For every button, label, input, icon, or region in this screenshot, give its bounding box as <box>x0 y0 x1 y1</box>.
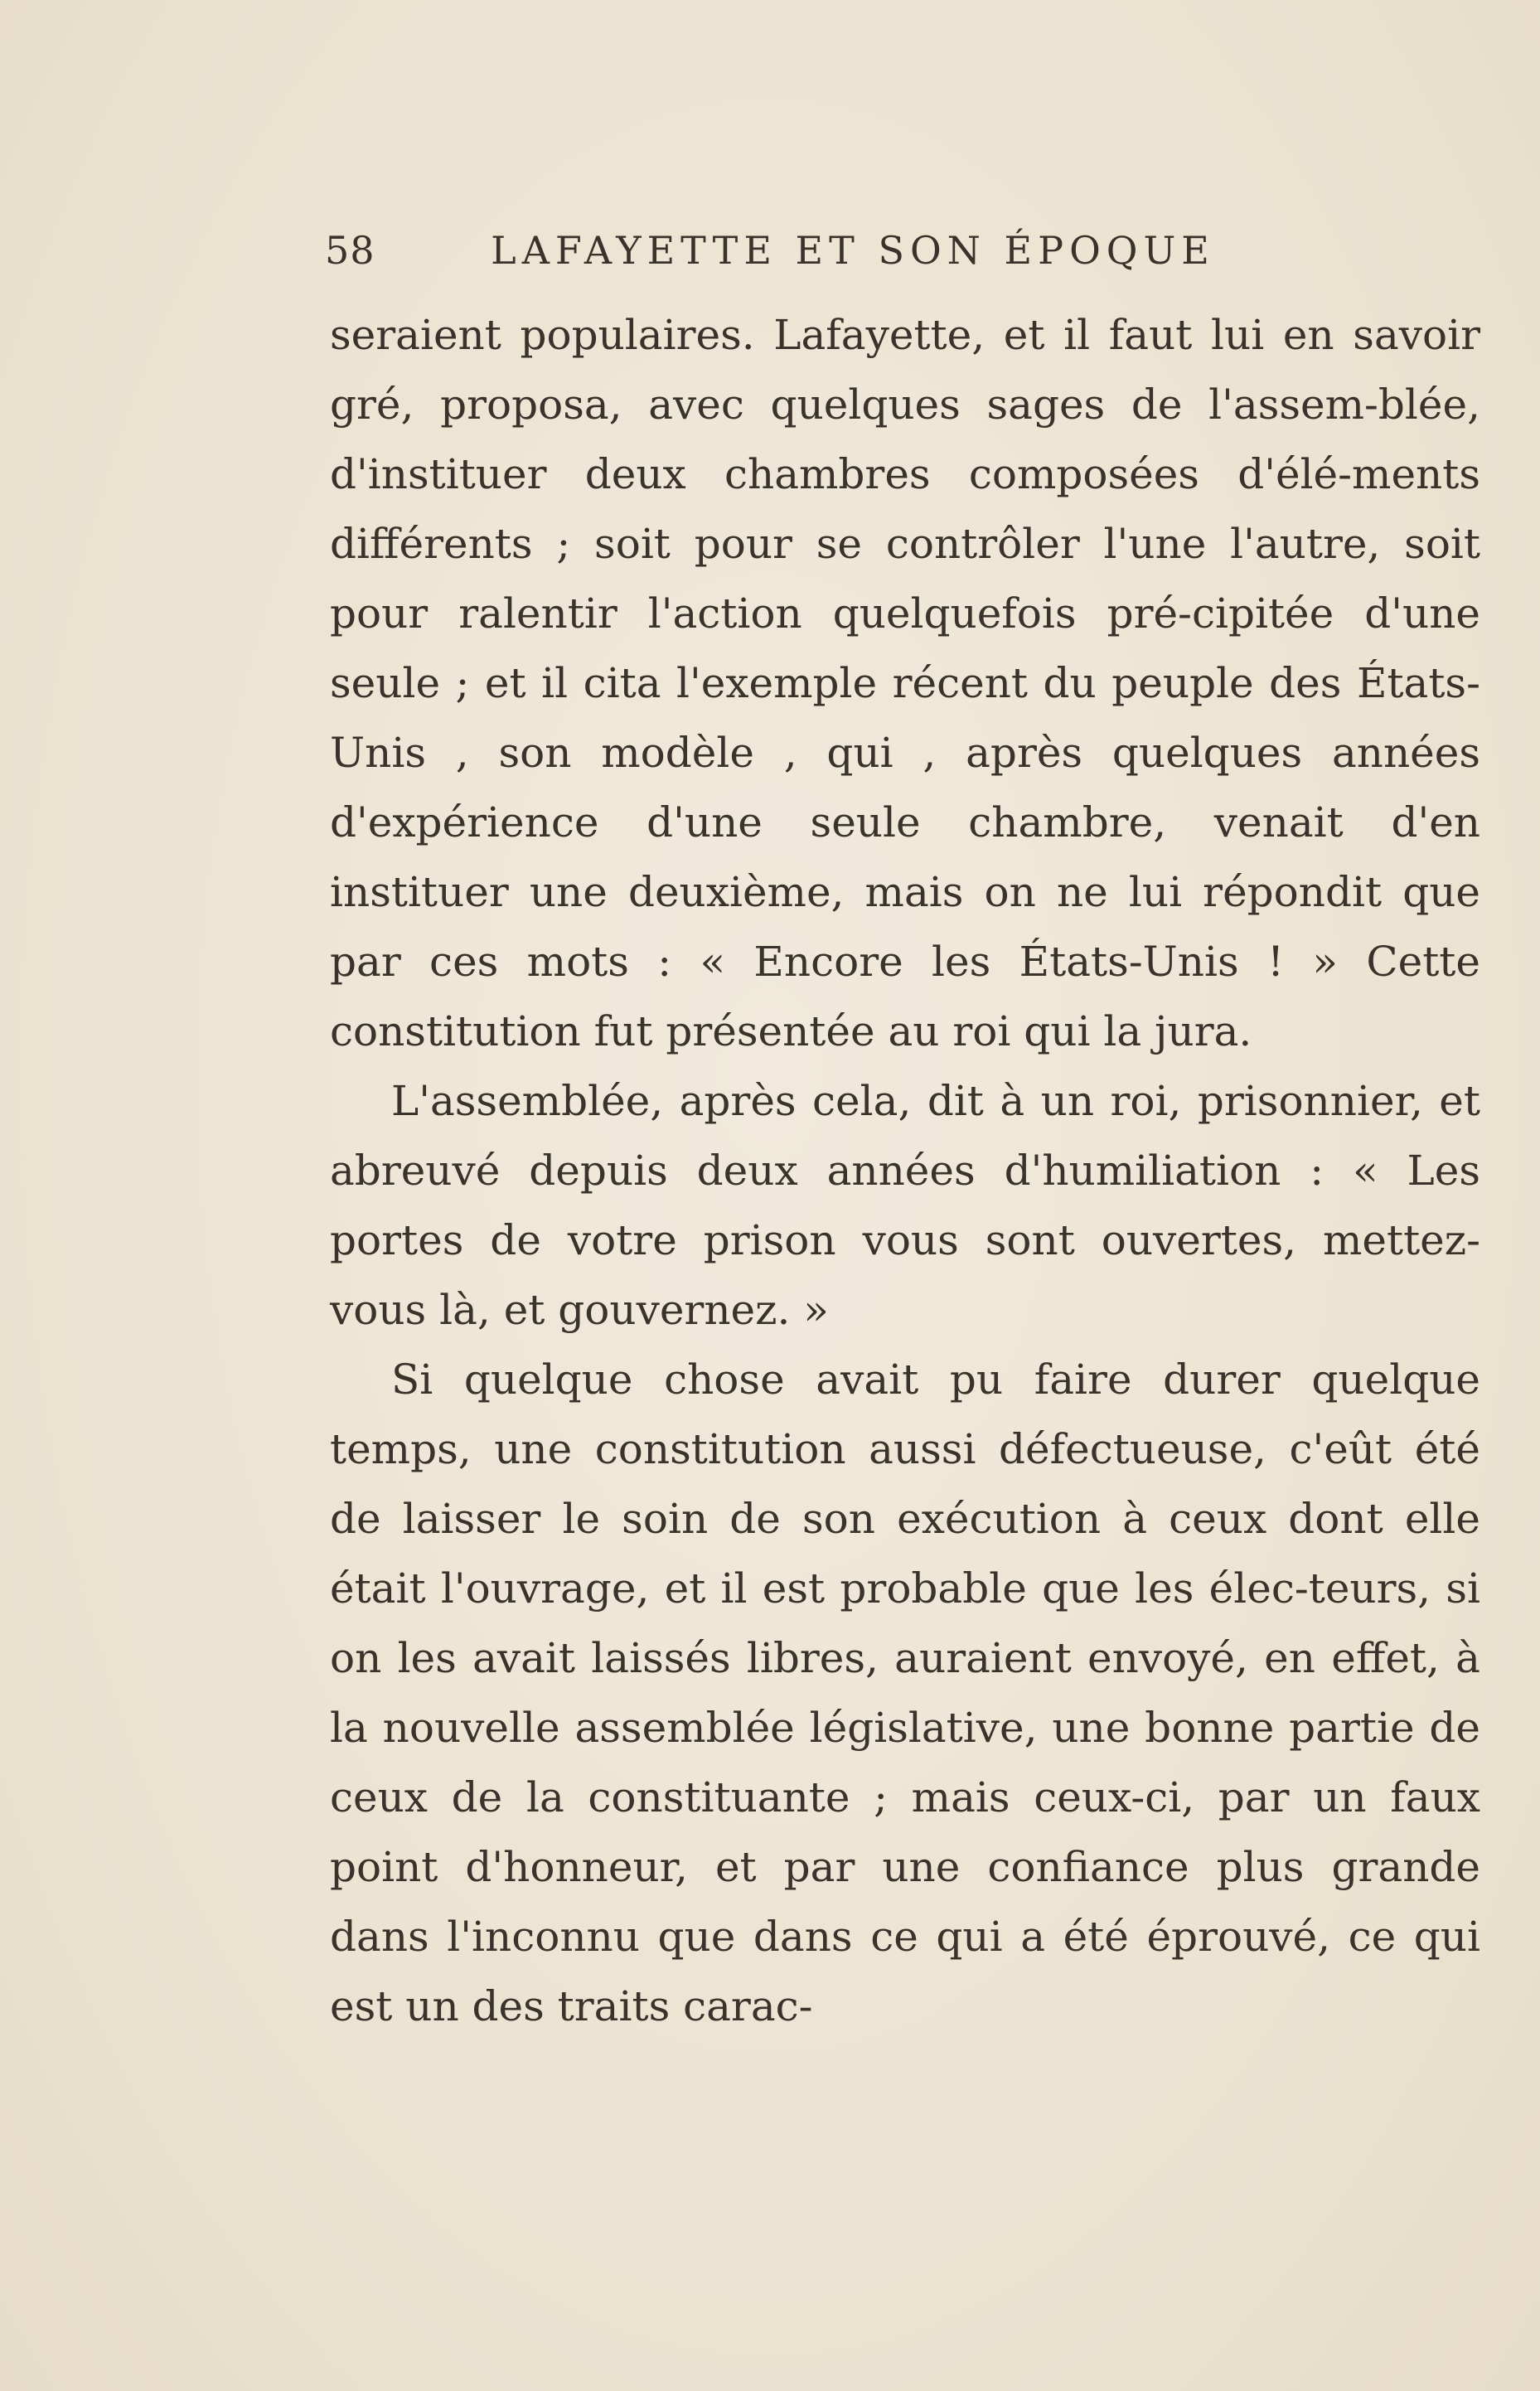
page-number: 58 <box>325 228 375 273</box>
running-title: LAFAYETTE ET SON ÉPOQUE <box>491 228 1215 273</box>
paragraph-1: seraient populaires. Lafayette, et il faut lui en savoir gré, proposa, avec quelques sages de l'assem-blée, d'instituer deux chambres composées d'élé-ments différents ; soit pour se contrôler l'une l'autre, soit pour ralentir l'action quelquefois pré-cipitée d'une seule ; et il cita l'exemple récent du peuple des États-Unis , son modèle , qui , après quelques années d'expérience d'une seule chambre, venait d'en instituer une deuxième, mais on ne lui répondit que par ces mots : « Encore les États-Unis ! » Cette constitution fut présentée au roi qui la jura. <box>330 311 1480 1055</box>
paragraph-3: Si quelque chose avait pu faire durer quelque temps, une constitution aussi défectueuse, c'eût été de laisser le soin de son exécution à ceux dont elle était l'ouvrage, et il est probable que les élec-teurs, si on les avait laissés libres, auraient envoyé, en effet, à la nouvelle assemblée législative, une bonne partie de ceux de la constituante ; mais ceux-ci, par un faux point d'honneur, et par une confiance plus grande dans l'inconnu que dans ce qui a été éprouvé, ce qui est un des traits carac- <box>330 1356 1480 2030</box>
running-header <box>325 226 1480 284</box>
paragraph-2: L'assemblée, après cela, dit à un roi, prisonnier, et abreuvé depuis deux années d'humiliation : « Les portes de votre prison vous sont ouvertes, mettez-vous là, et gouvernez. » <box>330 1077 1480 1334</box>
body-text <box>330 300 1480 2041</box>
